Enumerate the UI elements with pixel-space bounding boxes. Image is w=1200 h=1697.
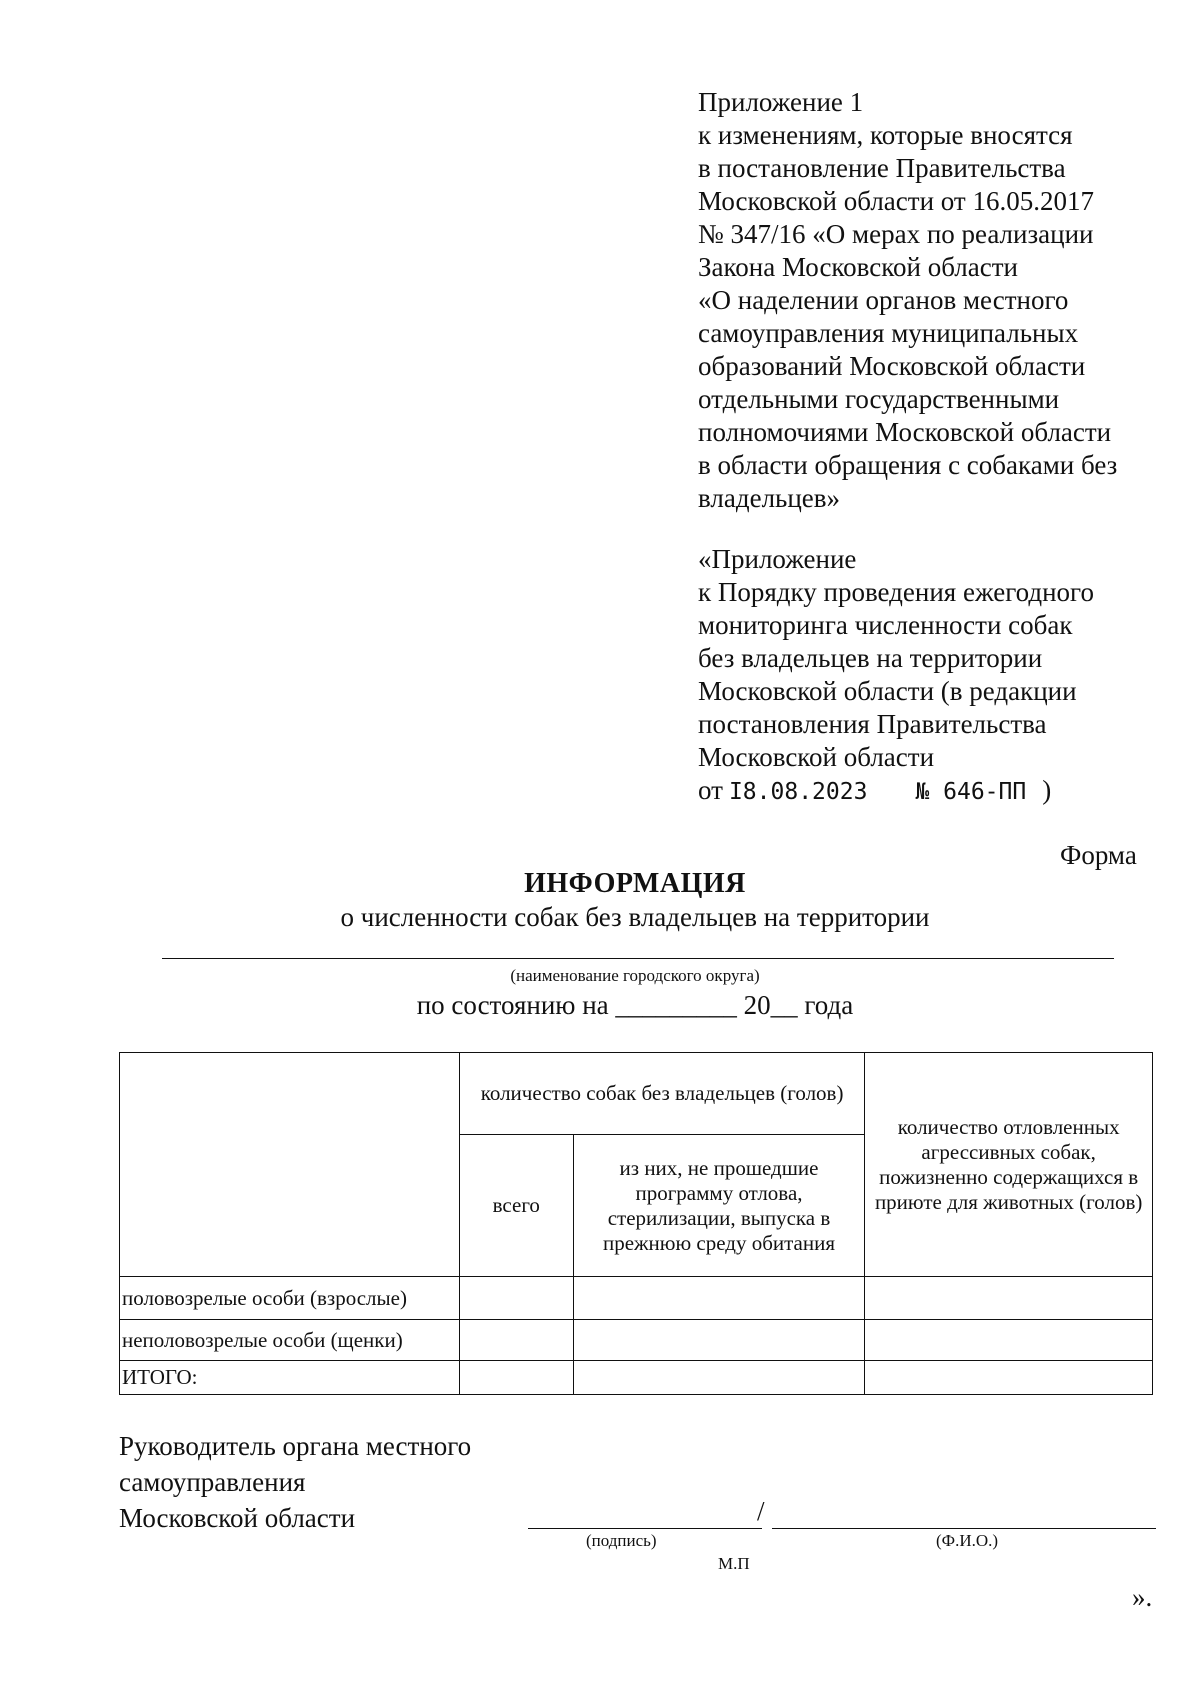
status-date-line: по состоянию на _________ 20__ года [416, 990, 854, 1020]
table-cell [865, 1277, 1153, 1320]
signer-line: самоуправления [119, 1467, 306, 1497]
date-prefix: от [698, 775, 723, 805]
signer-block [119, 1428, 471, 1536]
form-label: Форма [1060, 840, 1137, 870]
table-row [120, 1320, 1153, 1361]
appendix-1-line: полномочиями Московской области [698, 417, 1112, 447]
appendix-1-line: отдельными государственными [698, 384, 1060, 414]
appendix-1-line: к изменениям, которые вносятся [698, 120, 1073, 150]
signature-line [528, 1528, 762, 1529]
row-label-puppies: неполовозрелые особи (щенки) [120, 1320, 460, 1361]
document-title: ИНФОРМАЦИЯ [524, 868, 746, 899]
document-subtitle: о численности собак без владельцев на территории [340, 902, 930, 932]
table-cell [459, 1320, 573, 1361]
row-label-adults: половозрелые особи (взрослые) [120, 1277, 460, 1320]
table-row [120, 1277, 1153, 1320]
closing-quote-mark: ». [1132, 1582, 1153, 1612]
appendix-1-header [698, 86, 1178, 515]
row-label-total: ИТОГО: [120, 1361, 460, 1395]
closing-parenthesis: ) [1042, 775, 1052, 805]
appendix-2-header [698, 543, 1178, 809]
empty-corner-cell [120, 1053, 460, 1277]
table-cell [459, 1277, 573, 1320]
stamp-placeholder: М.П [718, 1554, 750, 1573]
appendix-2-line: к Порядку проведения ежегодного [698, 577, 1094, 607]
header-total: всего [459, 1135, 573, 1277]
table-cell [865, 1361, 1153, 1395]
header-dogs-count: количество собак без владельцев (голов) [459, 1053, 864, 1135]
table-cell [573, 1361, 865, 1395]
appendix-2-line: без владельцев на территории [698, 643, 1043, 673]
appendix-1-line: владельцев» [698, 483, 841, 513]
appendix-1-line: в постановление Правительства [698, 153, 1066, 183]
table-cell [865, 1320, 1153, 1361]
signer-line: Московской области [119, 1503, 356, 1533]
appendix-1-line: образований Московской области [698, 351, 1086, 381]
table-cell [459, 1361, 573, 1395]
table-cell [573, 1277, 865, 1320]
appendix-1-line: самоуправления муниципальных [698, 318, 1079, 348]
signature-caption: (подпись) [586, 1531, 657, 1550]
appendix-1-line: «О наделении органов местного [698, 285, 1069, 315]
district-name-caption: (наименование городского округа) [510, 966, 760, 985]
fio-caption: (Ф.И.О.) [936, 1531, 999, 1550]
header-not-passed-program: из них, не прошедшие программу отлова, стерилизации, выпуска в прежнюю среду обитания [573, 1135, 865, 1277]
signer-line: Руководитель органа местного [119, 1431, 472, 1461]
header-aggressive-dogs: количество отловленных агрессивных собак, пожизненно содержащихся в приюте для животных (голов) [865, 1053, 1153, 1277]
appendix-2-line: постановления Правительства [698, 709, 1047, 739]
dog-count-table [119, 1052, 1153, 1395]
appendix-1-line: Закона Московской области [698, 252, 1018, 282]
appendix-2-line: Московской области [698, 742, 935, 772]
appendix-2-line: мониторинга численности собак [698, 610, 1073, 640]
resolution-date: I8.08.2023 [728, 779, 868, 805]
appendix-2-line: Московской области (в редакции [698, 676, 1077, 706]
appendix-2-line: «Приложение [698, 544, 857, 574]
appendix-2-date-line [698, 774, 1178, 809]
resolution-number: № 646-ПП [915, 779, 1027, 805]
district-name-line [162, 958, 1114, 959]
appendix-1-line: Московской области от 16.05.2017 [698, 186, 1094, 216]
fio-line [772, 1528, 1156, 1529]
appendix-1-line: Приложение 1 [698, 87, 864, 117]
appendix-1-line: в области обращения с собаками без [698, 450, 1118, 480]
signature-slash: / [757, 1496, 765, 1526]
table-cell [573, 1320, 865, 1361]
appendix-1-line: № 347/16 «О мерах по реализации [698, 219, 1094, 249]
table-row [120, 1361, 1153, 1395]
